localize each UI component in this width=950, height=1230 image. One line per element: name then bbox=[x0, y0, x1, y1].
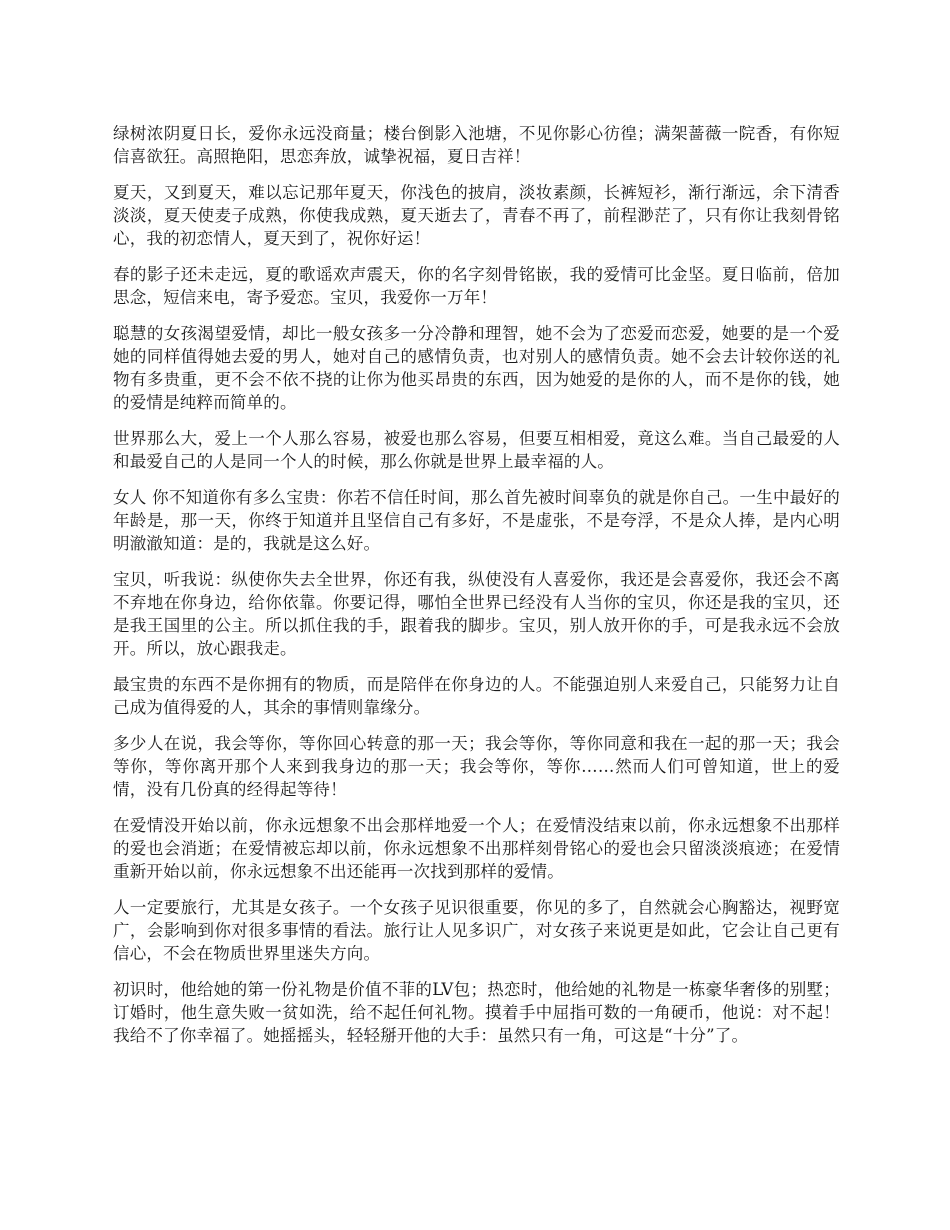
paragraph-7: 宝贝，听我说：纵使你失去全世界，你还有我，纵使没有人喜爱你，我还是会喜爱你，我还会不离不弃地在你身边，给你依靠。你要记得，哪怕全世界已经没有人当你的宝贝，你还是我的宝贝，还是我王国里的公主。所以抓住我的手，跟着我的脚步。宝贝，别人放开你的手，可是我永远不会放开。所以，放心跟我走。 bbox=[113, 570, 840, 658]
paragraph-9: 多少人在说，我会等你，等你回心转意的那一天；我会等你，等你同意和我在一起的那一天；我会等你，等你离开那个人来到我身边的那一天；我会等你，等你……然而人们可曾知道，世上的爱情，没有几份真的经得起等待！ bbox=[113, 734, 840, 799]
paragraph-3: 春的影子还未走远，夏的歌谣欢声震天，你的名字刻骨铭嵌，我的爱情可比金坚。夏日临前，倍加思念，短信来电，寄予爱恋。宝贝，我爱你一万年！ bbox=[113, 265, 840, 307]
paragraph-11: 人一定要旅行，尤其是女孩子。一个女孩子见识很重要，你见的多了，自然就会心胸豁达，视野宽广，会影响到你对很多事情的看法。旅行让人见多识广，对女孩子来说更是如此，它会让自己更有信心，不会在物质世界里迷失方向。 bbox=[113, 898, 840, 963]
paragraph-12: 初识时，他给她的第一份礼物是价值不菲的LV包；热恋时，他给她的礼物是一栋豪华奢侈的别墅；订婚时，他生意失败一贫如洗，给不起任何礼物。摸着手中屈指可数的一角硬币，他说：对不起！我给不了你幸福了。她摇摇头，轻轻掰开他的大手：虽然只有一角，可这是“十分”了。 bbox=[113, 980, 840, 1045]
paragraph-4: 聪慧的女孩渴望爱情，却比一般女孩多一分冷静和理智，她不会为了恋爱而恋爱，她要的是一个爱她的同样值得她去爱的男人，她对自己的感情负责，也对别人的感情负责。她不会去计较你送的礼物有多贵重，更不会不依不挠的让你为他买昂贵的东西，因为她爱的是你的人，而不是你的钱，她的爱情是纯粹而简单的。 bbox=[113, 324, 840, 412]
paragraph-8: 最宝贵的东西不是你拥有的物质，而是陪伴在你身边的人。不能强迫别人来爱自己，只能努力让自己成为值得爱的人，其余的事情则靠缘分。 bbox=[113, 675, 840, 717]
paragraph-1: 绿树浓阴夏日长，爱你永远没商量；楼台倒影入池塘，不见你影心彷徨；满架蔷薇一院香，有你短信喜欲狂。高照艳阳，思恋奔放，诚挚祝福，夏日吉祥！ bbox=[113, 124, 840, 166]
paragraph-10: 在爱情没开始以前，你永远想象不出会那样地爱一个人；在爱情没结束以前，你永远想象不出那样的爱也会消逝；在爱情被忘却以前，你永远想象不出那样刻骨铭心的爱也会只留淡淡痕迹；在爱情重新开始以前，你永远想象不出还能再一次找到那样的爱情。 bbox=[113, 816, 840, 881]
paragraph-2: 夏天，又到夏天，难以忘记那年夏天，你浅色的披肩，淡妆素颜，长裤短衫，渐行渐远，余下清香淡淡，夏天使麦子成熟，你使我成熟，夏天逝去了，青春不再了，前程渺茫了，只有你让我刻骨铭心，我的初恋情人，夏天到了，祝你好运！ bbox=[113, 183, 840, 248]
paragraph-5: 世界那么大，爱上一个人那么容易，被爱也那么容易，但要互相相爱，竟这么难。当自己最爱的人和最爱自己的人是同一个人的时候，那么你就是世界上最幸福的人。 bbox=[113, 429, 840, 471]
paragraph-6: 女人 你不知道你有多么宝贵：你若不信任时间，那么首先被时间辜负的就是你自己。一生中最好的年龄是，那一天，你终于知道并且坚信自己有多好，不是虚张，不是夸浮，不是众人捧，是内心明明澈澈知道：是的，我就是这么好。 bbox=[113, 488, 840, 553]
